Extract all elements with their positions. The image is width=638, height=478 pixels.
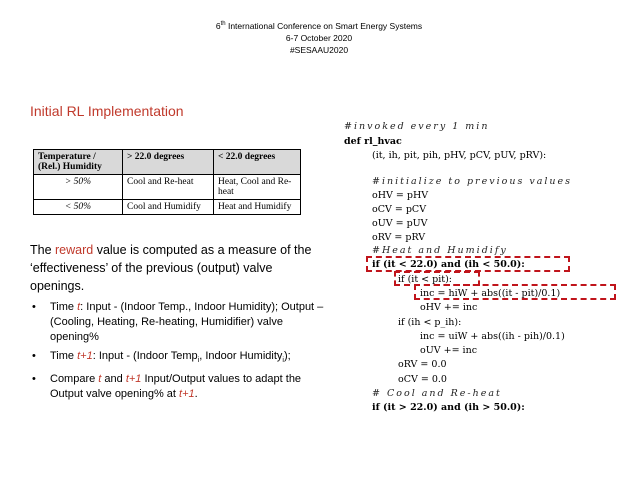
table-cell: Cool and Humidify	[123, 200, 214, 215]
reward-description: The reward value is computed as a measure of the ‘effectiveness’ of the previous (output) valve openings.	[30, 243, 312, 293]
table-header-cell: < 22.0 degrees	[214, 150, 301, 175]
highlight-box	[414, 284, 616, 300]
conference-name: 6th International Conference on Smart Energy Systems	[215, 20, 423, 31]
table-header-cell: > 22.0 degrees	[123, 150, 214, 175]
table-row	[34, 200, 301, 215]
code-line: oCV = pCV	[372, 204, 427, 215]
table-header-row	[34, 150, 301, 175]
list-item: • Time t: Input - (Indoor Temp., Indoor Humidity); Output – (Cooling, Heating, Re-heating, Humidifier) valve opening%	[30, 300, 330, 345]
code-line: if (ih < p_ih):	[398, 317, 462, 328]
code-line: oRV = 0.0	[398, 359, 447, 370]
control-rules-table	[33, 149, 301, 215]
code-line: inc = uiW + abs((ih - pih)/0.1)	[420, 331, 565, 342]
code-line: oUV = pUV	[372, 218, 428, 229]
conference-dates: 6-7 October 2020	[285, 32, 353, 43]
code-line: oUV += inc	[420, 345, 478, 356]
reward-keyword: reward	[55, 243, 94, 257]
table-cell: Heat, Cool and Re-heat	[214, 175, 301, 200]
code-line: if (it < pit):	[398, 274, 452, 285]
bullet-list	[30, 300, 330, 406]
code-line: (it, ih, pit, pih, pHV, pCV, pUV, pRV):	[372, 150, 547, 161]
table-cell: Cool and Re-heat	[123, 175, 214, 200]
code-line: inc = hiW + abs((it - pit)/0.1)	[420, 288, 561, 299]
table-row	[34, 175, 301, 200]
highlight-box	[366, 256, 570, 272]
code-comment: #invoked every 1 min	[344, 121, 490, 132]
table-header-cell: Temperature / (Rel.) Humidity	[34, 150, 123, 175]
code-comment: # Cool and Re-heat	[372, 388, 502, 399]
table-cell: > 50%	[34, 175, 123, 200]
code-line: oHV += inc	[420, 302, 478, 313]
slide-title: Initial RL Implementation	[30, 103, 184, 119]
code-line: def rl_hvac	[344, 136, 402, 147]
list-item: • Time t+1: Input - (Indoor Temp$_i$, Indoor Humidity$_i$);	[30, 349, 330, 368]
code-line: if (it < 22.0) and (ih < 50.0):	[372, 259, 525, 270]
conference-header	[0, 18, 638, 56]
code-comment: #initialize to previous values	[372, 176, 573, 187]
table-cell: < 50%	[34, 200, 123, 215]
code-line: if (it > 22.0) and (ih > 50.0):	[372, 402, 525, 413]
code-line: oCV = 0.0	[398, 374, 447, 385]
table-cell: Heat and Humidify	[214, 200, 301, 215]
code-line: oHV = pHV	[372, 190, 429, 201]
code-comment: #Heat and Humidify	[372, 245, 508, 256]
conference-hashtag: #SESAAU2020	[289, 44, 349, 55]
list-item: • Compare t and t+1 Input/Output values to adapt the Output valve opening% at t+1.	[30, 372, 330, 402]
code-line: oRV = pRV	[372, 232, 426, 243]
